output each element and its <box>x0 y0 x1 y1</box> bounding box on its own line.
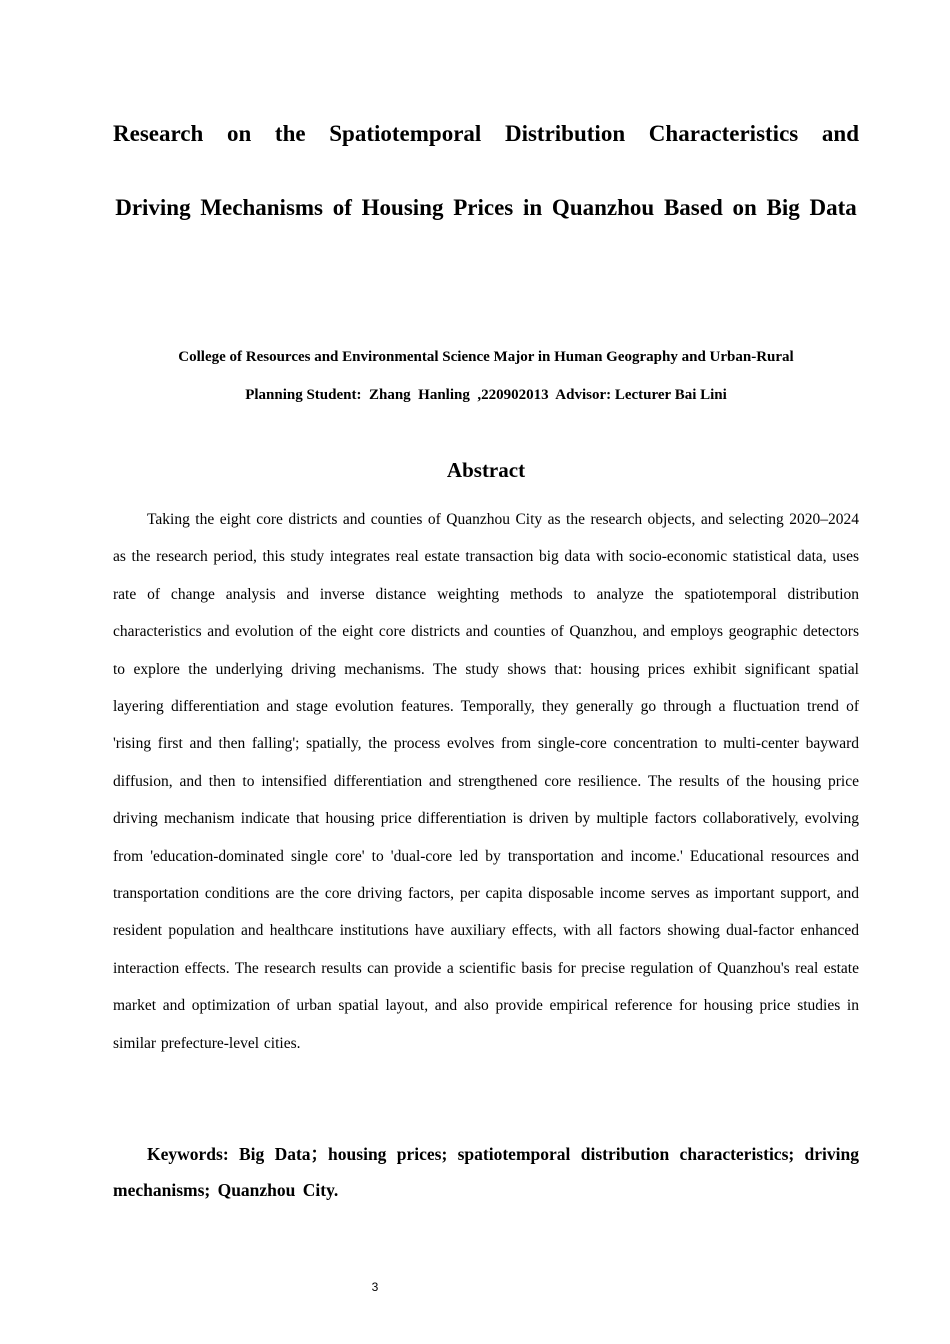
page-number: 3 <box>371 1280 379 1294</box>
affiliation-line-2: Planning Student: Zhang Hanling ,220902013 Advisor: Lecturer Bai Lini <box>245 387 727 403</box>
paper-title: Research on the Spatiotemporal Distribution Characteristics and Driving Mechanisms of Housing Prices in Quanzhou Based on Big Data <box>113 121 859 220</box>
keywords: Keywords: Big Data；housing prices; spatiotemporal distribution characteristics; driving mechanisms; Quanzhou City. <box>113 1144 859 1200</box>
author-affiliation <box>113 338 859 414</box>
abstract-text: Taking the eight core districts and counties of Quanzhou City as the research objects, and selecting 2020–2024 as the research period, this study integrates real estate transaction big data with socio-economic statistical data, uses rate of change analysis and inverse distance weighting methods to analyze the spatiotemporal distribution characteristics and evolution of the eight core districts and counties of Quanzhou, and employs geographic detectors to explore the underlying driving mechanisms. The study shows that: housing prices exhibit significant spatial layering differentiation and stage evolution features. Temporally, they generally go through a fluctuation trend of 'rising first and then falling'; spatially, the process evolves from single-core concentration to multi-center bayward diffusion, and then to intensified differentiation and strengthened core resilience. The results of the housing price driving mechanism indicate that housing price differentiation is driven by multiple factors collaboratively, evolving from 'education-dominated single core' to 'dual-core led by transportation and income.' Educational resources and transportation conditions are the core driving factors, per capita disposable income serves as important support, and resident population and healthcare institutions have auxiliary effects, with all factors showing dual-factor enhanced interaction effects. The research results can provide a scientific basis for precise regulation of Quanzhou's real estate market and optimization of urban spatial layout, and also provide empirical reference for housing price studies in similar prefecture-level cities. <box>113 511 859 1052</box>
affiliation-line-1: College of Resources and Environmental Science Major in Human Geography and Urban-Rural <box>178 349 794 365</box>
abstract-heading: Abstract <box>446 458 526 482</box>
